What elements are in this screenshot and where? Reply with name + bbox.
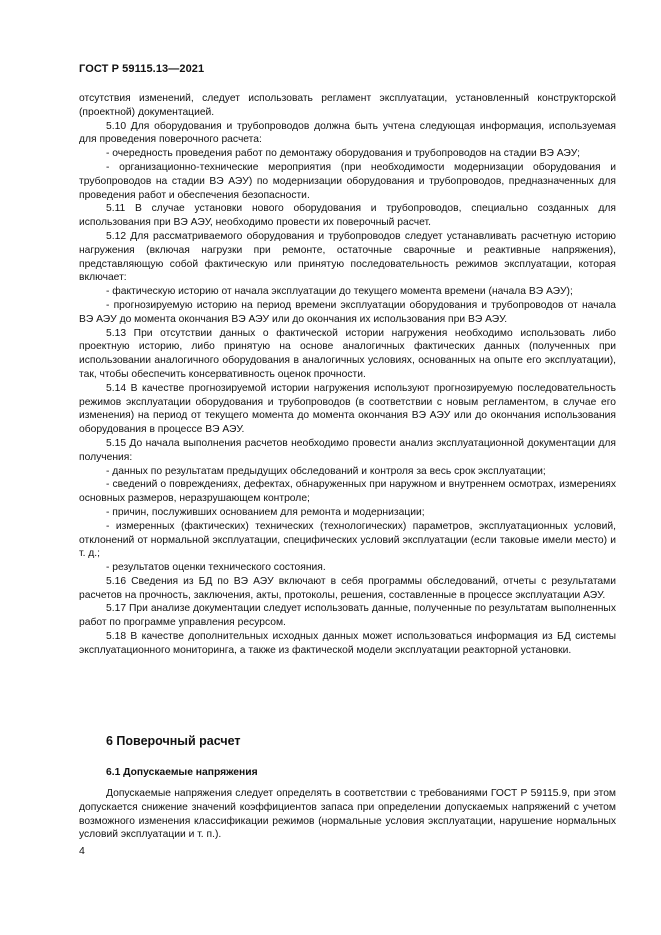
list-item: - прогнозируемую историю на период времени эксплуатации оборудования и трубопроводов от начала ВЭ АЭУ до момента окончания ВЭ АЭУ или до окончания их использования при ВЭ АЭУ.: [79, 299, 616, 325]
paragraph: 5.12 Для рассматриваемого оборудования и трубопроводов следует устанавливать расчетную историю нагружения (включая нагрузки при ремонте, остаточные сварочные и реактивные напряжения), представляющую собой фактическую или принятую последовательность режимов эксплуатации, которая включает:: [79, 230, 616, 284]
list-item: - очередность проведения работ по демонтажу оборудования и трубопроводов на стадии ВЭ АЭУ;: [106, 148, 580, 160]
list-item: - сведений о повреждениях, дефектах, обнаруженных при наружном и внутреннем осмотрах, измерениях основных размеров, неразрушающем контроле;: [79, 479, 616, 505]
subsection-heading: 6.1 Допускаемые напряжения: [106, 767, 258, 778]
paragraph: 5.16 Сведения из БД по ВЭ АЭУ включают в себя программы обследований, отчеты с результатами расчетов на прочность, заключения, акты, протоколы, решения, составленные в процессе эксплуатации АЭУ.: [79, 575, 616, 601]
document-header: ГОСТ Р 59115.13—2021: [79, 63, 205, 75]
paragraph: Допускаемые напряжения следует определять в соответствии с требованиями ГОСТ Р 59115.9, при этом допускается снижение значений коэффициентов запаса при определении допускаемых напряжений с учетом возможного изменения классификации режимов (нормальные условия эксплуатации, нарушение нормальных условий эксплуатации и т. п.).: [79, 788, 616, 841]
list-item: - измеренных (фактических) технических (технологических) параметров, эксплуатационных условий, отклонений от нормальной эксплуатации, специфических условий эксплуатации (если таковые имели место) и т. д.;: [79, 520, 616, 560]
paragraph: 5.18 В качестве дополнительных исходных данных может использоваться информация из БД системы эксплуатационного мониторинга, а также из фактической модели эксплуатации реакторной установки.: [79, 631, 616, 656]
list-item: - причин, послуживших основанием для ремонта и модернизации;: [106, 506, 425, 518]
paragraph: 5.10 Для оборудования и трубопроводов должна быть учтена следующая информация, используемая для проведения поверочного расчета:: [79, 120, 616, 146]
section-body: [79, 787, 616, 842]
page-number: 4: [79, 845, 85, 857]
list-item: - организационно-технические мероприятия (при необходимости модернизации оборудования и трубопроводов на стадии ВЭ АЭУ) по модернизации оборудования и трубопроводов, предназначенных для проведения работ и обеспечения безопасности.: [79, 161, 616, 201]
section-heading: 6 Поверочный расчет: [106, 734, 241, 748]
paragraph: 5.13 При отсутствии данных о фактической истории нагружения необходимо использовать либо проектную историю, либо принятую на основе аналогичных фактических данных (полученных при использовании аналогичного оборудования в аналогичных условиях, основанных на опыте его эксплуатации), так, чтобы обеспечить консервативность оценок прочности.: [79, 327, 616, 380]
body-text: [79, 92, 616, 658]
paragraph: 5.15 До начала выполнения расчетов необходимо провести анализ эксплуатационной документации для получения:: [79, 437, 616, 463]
list-item: - фактическую историю от начала эксплуатации до текущего момента времени (начала ВЭ АЭУ);: [106, 286, 573, 298]
list-item: - результатов оценки технического состояния.: [106, 562, 326, 574]
paragraph: 5.11 В случае установки нового оборудования и трубопроводов, специально созданных для использования при ВЭ АЭУ, необходимо провести их поверочный расчет.: [79, 203, 616, 229]
paragraph: 5.17 При анализе документации следует использовать данные, полученные по результатам выполненных работ по программе управления ресурсом.: [79, 603, 616, 629]
list-item: - данных по результатам предыдущих обследований и контроля за весь срок эксплуатации;: [106, 465, 546, 477]
paragraph: отсутствия изменений, следует использовать регламент эксплуатации, установленный конструкторской (проектной) документацией.: [79, 93, 616, 118]
paragraph: 5.14 В качестве прогнозируемой истории нагружения используют прогнозируемую последовательность режимов эксплуатации оборудования и трубопроводов (в соответствии с новым регламентом, в случае его изменения) на период от текущего момента до момента окончания ВЭ АЭУ или до окончания использования оборудования в процессе ВЭ АЭУ.: [79, 382, 616, 436]
